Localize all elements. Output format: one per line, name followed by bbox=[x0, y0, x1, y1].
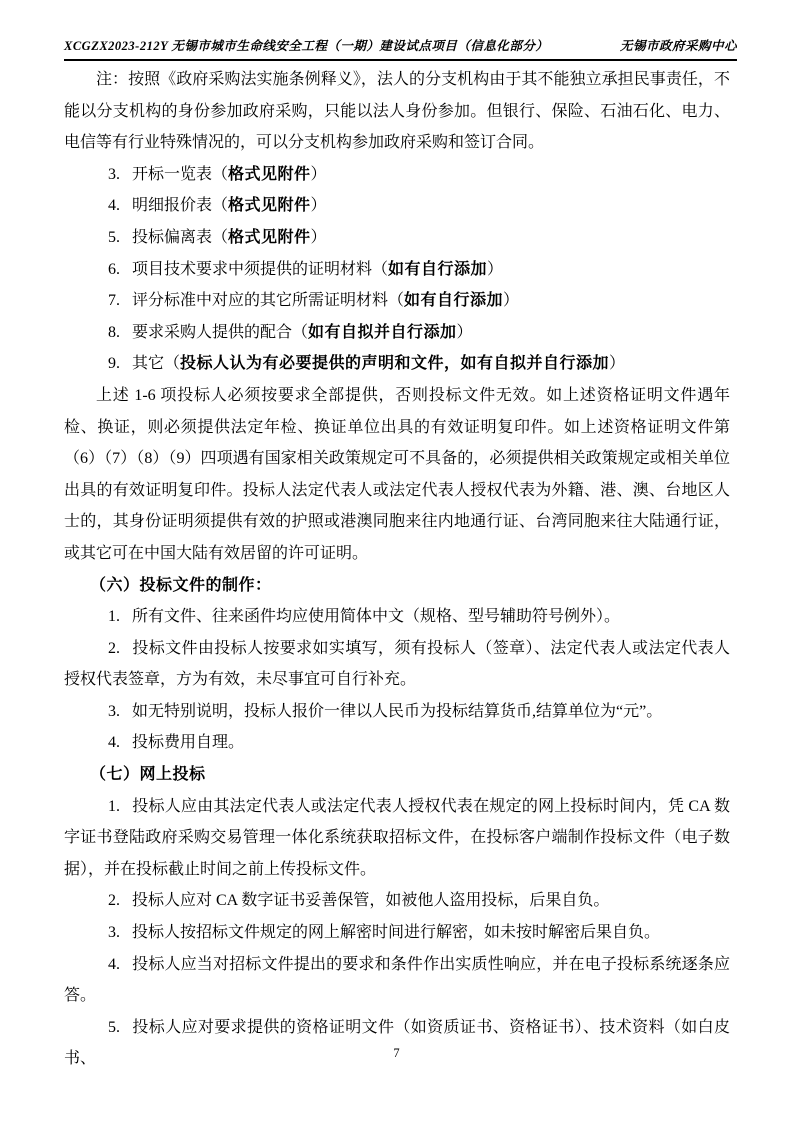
paragraph bbox=[64, 380, 730, 570]
list-number: 9. bbox=[108, 355, 120, 373]
list-number: 5. bbox=[108, 1018, 120, 1036]
list-item bbox=[64, 885, 730, 917]
list-item bbox=[64, 222, 730, 254]
list-item bbox=[64, 727, 730, 759]
emphasis-text: 格式见附件 bbox=[228, 197, 311, 215]
list-number: 4. bbox=[108, 734, 120, 752]
body-text: 投标文件由投标人按要求如实填写，须有投标人（签章）、法定代表人或法定代表人授权代表签章，方为有效，未尽事宜可自行补充。 bbox=[64, 639, 730, 689]
list-number: 8. bbox=[108, 323, 120, 341]
list-number: 7. bbox=[108, 292, 120, 310]
body-text: 如无特别说明，投标人报价一律以人民币为投标结算货币,结算单位为“元”。 bbox=[132, 702, 663, 720]
body-text: 其它（ bbox=[132, 355, 181, 373]
body-text: 评分标准中对应的其它所需证明材料（ bbox=[132, 292, 405, 310]
body-text: 投标费用自理。 bbox=[132, 734, 245, 752]
list-number: 1. bbox=[108, 797, 120, 815]
list-item bbox=[64, 633, 730, 696]
paragraph bbox=[64, 64, 730, 159]
body-text: ） bbox=[310, 197, 327, 215]
emphasis-text: 投标人认为有必要提供的声明和文件，如有自拟并自行添加 bbox=[180, 355, 610, 373]
header-project-title: XCGZX2023-212Y 无锡市城市生命线安全工程（一期）建设试点项目（信息化部分） bbox=[64, 39, 549, 53]
body-text: 投标人应对要求提供的资格证明文件（如资质证书、资格证书）、技术资料（如白皮书、 bbox=[64, 1018, 730, 1068]
list-number: 6. bbox=[108, 260, 120, 278]
list-item bbox=[64, 317, 730, 349]
body-text: 投标偏离表（ bbox=[132, 228, 229, 246]
document-body bbox=[64, 64, 730, 1075]
body-text: 开标一览表（ bbox=[132, 165, 229, 183]
list-item bbox=[64, 348, 730, 380]
list-number: 1. bbox=[108, 608, 120, 626]
list-item bbox=[64, 601, 730, 633]
list-item bbox=[64, 949, 730, 1012]
body-text: 要求采购人提供的配合（ bbox=[132, 323, 309, 341]
body-text: 投标人应当对招标文件提出的要求和条件作出实质性响应，并在电子投标系统逐条应答。 bbox=[64, 955, 730, 1005]
body-text: （七）网上投标 bbox=[90, 766, 206, 784]
body-text: 投标人按招标文件规定的网上解密时间进行解密，如未按时解密后果自负。 bbox=[132, 924, 661, 942]
body-text: 注：按照《政府采购法实施条例释义》，法人的分支机构由于其不能独立承担民事责任，不能以分支机构的身份参加政府采购，只能以法人身份参加。但银行、保险、石油石化、电力、电信等有行业特殊情况的，可以分支机构参加政府采购和签订合同。 bbox=[64, 71, 730, 152]
emphasis-text: 格式见附件 bbox=[228, 165, 311, 183]
list-number: 4. bbox=[108, 197, 120, 215]
list-number: 4. bbox=[108, 955, 120, 973]
list-item bbox=[64, 159, 730, 191]
body-text: ） bbox=[609, 355, 626, 373]
page-footer bbox=[0, 1046, 793, 1061]
list-item bbox=[64, 696, 730, 728]
emphasis-text: 格式见附件 bbox=[228, 228, 311, 246]
emphasis-text: 如有自拟并自行添加 bbox=[308, 323, 457, 341]
body-text: 投标人应对 CA 数字证书妥善保管，如被他人盗用投标，后果自负。 bbox=[132, 892, 610, 910]
list-item bbox=[64, 254, 730, 286]
emphasis-text: 如有自行添加 bbox=[388, 260, 488, 278]
body-text: 投标人应由其法定代表人或法定代表人授权代表在规定的网上投标时间内，凭 CA 数字证书登陆政府采购交易管理一体化系统获取招标文件，在投标客户端制作投标文件（电子数据），并在投标截止时间之前上传投标文件。 bbox=[64, 797, 730, 878]
list-item bbox=[64, 791, 730, 886]
list-item bbox=[64, 190, 730, 222]
emphasis-text: 如有自行添加 bbox=[404, 292, 504, 310]
page-number: 7 bbox=[393, 1046, 400, 1060]
body-text: ） bbox=[310, 165, 327, 183]
list-number: 5. bbox=[108, 228, 120, 246]
body-text: 上述 1-6 项投标人必须按要求全部提供，否则投标文件无效。如上述资格证明文件遇年检、换证，则必须提供法定年检、换证单位出具的有效证明复印件。如上述资格证明文件第（6）（7）（8）（9）四项遇有国家相关政策规定可不具备的，必须提供相关政策规定或相关单位出具的有效证明复印件。投标人法定代表人或法定代表人授权代表为外籍、港、澳、台地区人士的，其身份证明须提供有效的护照或港澳同胞来往内地通行证、台湾同胞来往大陆通行证，或其它可在中国大陆有效居留的许可证明。 bbox=[64, 386, 730, 562]
body-text: ） bbox=[487, 260, 504, 278]
list-item bbox=[64, 1012, 730, 1075]
body-text: ） bbox=[456, 323, 473, 341]
page-header bbox=[64, 36, 737, 54]
header-divider bbox=[64, 59, 737, 61]
body-text: 项目技术要求中须提供的证明材料（ bbox=[132, 260, 389, 278]
list-number: 3. bbox=[108, 924, 120, 942]
list-number: 3. bbox=[108, 702, 120, 720]
body-text: ） bbox=[503, 292, 520, 310]
body-text: （六）投标文件的制作： bbox=[90, 576, 272, 594]
list-number: 3. bbox=[108, 165, 120, 183]
list-number: 2. bbox=[108, 892, 120, 910]
section-heading bbox=[64, 570, 730, 602]
body-text: ） bbox=[310, 228, 327, 246]
list-number: 2. bbox=[108, 639, 120, 657]
header-agency-name: 无锡市政府采购中心 bbox=[619, 39, 737, 53]
body-text: 所有文件、往来函件均应使用简体中文（规格、型号辅助符号例外）。 bbox=[132, 608, 621, 626]
list-item bbox=[64, 917, 730, 949]
list-item bbox=[64, 285, 730, 317]
body-text: 明细报价表（ bbox=[132, 197, 229, 215]
section-heading bbox=[64, 759, 730, 791]
